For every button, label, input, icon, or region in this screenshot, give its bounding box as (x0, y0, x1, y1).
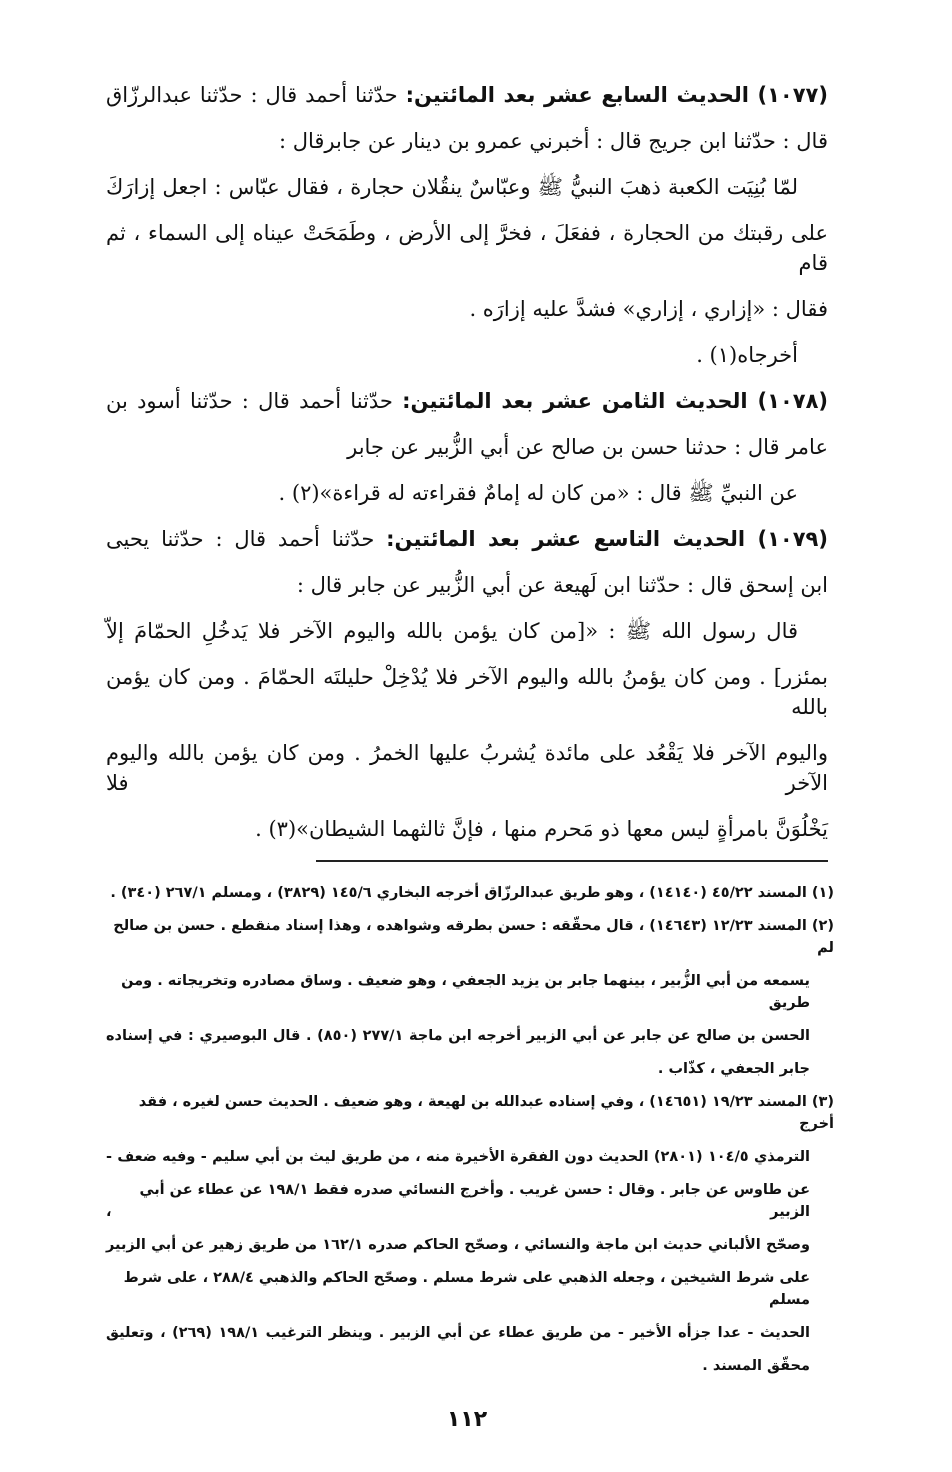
text-line: عن النبيِّ ﷺ قال : «من كان له إمامٌ فقراءته له قراءة»(٢) . (278, 481, 798, 505)
footnote-1: (١) المسند ٤٥/٢٢ (١٤١٤٠) ، وهو طريق عبدالرزّاق أخرجه البخاري ١٤٥/٦ (٣٨٢٩) ، ومسلم ٢٦٧/١ (٣٤٠) . (110, 885, 834, 901)
hadith-1079-line: (١٠٧٩) الحديث التاسع عشر بعد المائتين: حدّثنا أحمد قال : حدّثنا يحيى (106, 527, 828, 551)
hadith-heading: (١٠٧٨) الحديث الثامن عشر بعد المائتين: (402, 389, 829, 413)
page-number: ١١٢ (446, 1407, 488, 1432)
footnote-line: الحديث - عدا جزأه الأخير - من طريق عطاء عن أبي الزبير . وينظر الترغيب ١٩٨/١ (٢٦٩) ، وتعليق (106, 1325, 810, 1341)
hadith-heading: (١٠٧٩) الحديث التاسع عشر بعد المائتين: (386, 527, 828, 551)
text-line: على رقبتك من الحجارة ، ففعَلَ ، فخرَّ إلى الأرض ، وطَمَحَتْ عيناه إلى السماء ، ثم قام (106, 221, 828, 275)
main-text (106, 80, 828, 844)
text-line: أخرجاه(١) . (696, 343, 798, 367)
footnote-line: محقّق المسند . (702, 1358, 810, 1374)
hadith-1078-line: (١٠٧٨) الحديث الثامن عشر بعد المائتين: حدّثنا أحمد قال : حدّثنا أسود بن (106, 389, 829, 413)
footnote-line: جابر الجعفي ، كذّاب . (657, 1061, 810, 1077)
text-line: فقال : «إزاري ، إزاري» فشدَّ عليه إزارَه . (469, 297, 828, 321)
footnote-line: الترمذي ١٠٤/٥ (٢٨٠١) الحديث دون الفقرة الأخيرة منه ، من طريق ليث بن أبي سليم - وفيه ضعف - (106, 1149, 810, 1165)
hadith-heading: (١٠٧٧) الحديث السابع عشر بعد المائتين: (405, 83, 828, 107)
footnote-line: يسمعه من أبي الزُّبير ، بينهما جابر بن يزيد الجعفي ، وهو ضعيف . وساق مصادره وتخريجاته . ومن طريق (121, 973, 810, 1011)
text-line: عامر قال : حدثنا حسن بن صالح عن أبي الزُّبير عن جابر (347, 435, 828, 459)
footnotes (106, 882, 834, 1377)
footnote-3: (٣) المسند ١٩/٢٣ (١٤٦٥١) ، وفي إسناده عبدالله بن لهيعة ، وهو ضعيف . الحديث حسن لغيره ، فقد أخرج (138, 1094, 834, 1132)
page-column (106, 0, 834, 1432)
text-line: قال : حدّثنا ابن جريج قال : أخبرني عمرو بن دينار عن جابرقال : (278, 129, 828, 153)
text-line: لمّا بُنِيَت الكعبة ذهبَ النبيُّ ﷺ وعبّاسٌ ينقُلان حجارة ، فقال عبّاس : اجعل إزارَكَ (106, 175, 798, 199)
footnote-divider-wrap (106, 860, 828, 862)
text-line: بمئزر] . ومن كان يؤمنُ بالله واليوم الآخر فلا يُدْخِلْ حليلتَه الحمّامَ . ومن كان يؤمن بالله (106, 665, 828, 719)
text-line: يَخْلُوَنَّ بامرأةٍ ليس معها ذو مَحرم منها ، فإنَّ ثالثهما الشيطان»(٣) . (255, 817, 828, 841)
footnote-line: الحسن بن صالح عن جابر عن أبي الزبير أخرجه ابن ماجة ٢٧٧/١ (٨٥٠) . قال البوصيري : في إسناده (106, 1028, 810, 1044)
footnote-2: (٢) المسند ١٢/٢٣ (١٤٦٤٣) ، قال محقّقه : حسن بطرقه وشواهده ، وهذا إسناد منقطع . حسن بن صالح لم (113, 918, 834, 956)
text-line: ابن إسحق قال : حدّثنا ابن لَهيعة عن أبي الزُّبير عن جابر قال : (296, 573, 828, 597)
footnote-divider (316, 860, 828, 862)
text-line: قال رسول الله ﷺ : «[من كان يؤمن بالله واليوم الآخر فلا يَدخُلِ الحمّامَ إلاّ (106, 619, 798, 643)
footnote-line: على شرط الشيخين ، وجعله الذهبي على شرط مسلم . وصحّح الحاكم والذهبي ٢٨٨/٤ ، على شرط مسلم (123, 1270, 810, 1308)
footnote-line: وصحّح الألباني حديث ابن ماجة والنسائي ، وصحّح الحاكم صدره ١٦٢/١ من طريق زهير عن أبي الزبير (106, 1237, 810, 1253)
text-line: واليوم الآخر فلا يَقْعُد على مائدة يُشربُ عليها الخمرُ . ومن كان يؤمن بالله واليوم الآخر فلا (106, 741, 828, 795)
footnote-line: عن طاوس عن جابر . وقال : حسن غريب . وأخرج النسائي صدره فقط ١٩٨/١ عن عطاء عن أبي الزبير ، (106, 1182, 810, 1220)
hadith-1077-line: (١٠٧٧) الحديث السابع عشر بعد المائتين: حدّثنا أحمد قال : حدّثنا عبدالرزّاق (106, 83, 828, 107)
